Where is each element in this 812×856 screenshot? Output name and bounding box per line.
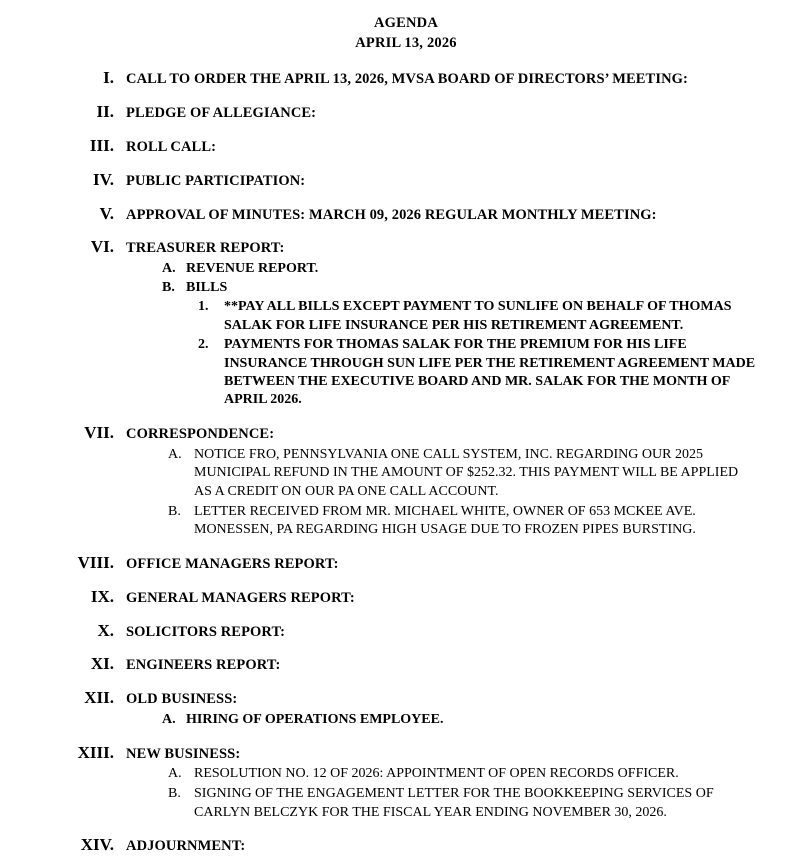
subitem-letter: A. — [162, 712, 176, 728]
item-heading: OLD BUSINESS: — [126, 691, 238, 708]
list-item — [168, 446, 756, 502]
subitem-text: REVENUE REPORT. — [186, 261, 319, 277]
item-heading: SOLICITORS REPORT: — [126, 623, 286, 640]
subitem-letter: A. — [168, 766, 182, 782]
list-item — [198, 298, 756, 335]
subitem-letter: A. — [162, 261, 176, 277]
agenda-item — [56, 653, 756, 675]
agenda-item — [56, 552, 756, 574]
item-numeral: XIII. — [77, 742, 114, 762]
agenda-item — [56, 203, 756, 225]
subitem-text: RESOLUTION NO. 12 OF 2026: APPOINTMENT OF OPEN RECORDS OFFICER. — [194, 766, 679, 782]
list-item — [168, 503, 756, 540]
item-numeral: VI. — [90, 237, 114, 257]
item-numeral: IV. — [93, 169, 114, 189]
document-date: APRIL 13, 2026 — [355, 34, 457, 51]
item-correspondence-list — [168, 446, 756, 540]
list-item — [162, 711, 756, 729]
subsubitem-text: PAYMENTS FOR THOMAS SALAK FOR THE PREMIUM FOR HIS LIFE INSURANCE THROUGH SUN LIFE PER THE RETIREMENT AGREEMENT MADE BETWEEN THE EXECUTIVE BOARD AND MR. SALAK FOR THE MONTH OF APRIL 2026. — [224, 337, 756, 408]
item-heading: NEW BUSINESS: — [126, 745, 241, 762]
item-numeral: VII. — [84, 422, 114, 442]
item-numeral: V. — [99, 203, 114, 223]
item-numeral: VIII. — [77, 552, 114, 572]
correspondence-letter: B. — [168, 503, 181, 519]
list-item — [168, 765, 756, 784]
item-numeral: II. — [96, 101, 114, 121]
agenda-item — [56, 586, 756, 608]
item-numeral: X. — [97, 620, 114, 640]
item-numeral: IX. — [90, 586, 114, 606]
item-heading: PLEDGE OF ALLEGIANCE: — [126, 104, 317, 121]
agenda-item — [56, 169, 756, 191]
document-title: AGENDA — [373, 15, 439, 31]
item-heading: ADJOURNMENT: — [126, 838, 246, 855]
agenda-item — [56, 67, 756, 89]
item-heading: GENERAL MANAGERS REPORT: — [126, 589, 355, 606]
agenda-item — [56, 101, 756, 123]
item-heading: PUBLIC PARTICIPATION: — [126, 172, 306, 189]
item-numeral: XIV. — [80, 835, 114, 855]
subitem-text: HIRING OF OPERATIONS EMPLOYEE. — [186, 712, 444, 728]
subitem-subsubitems — [198, 298, 756, 410]
subitem-letter: B. — [168, 785, 181, 801]
agenda-item — [56, 620, 756, 642]
item-numeral: XII. — [84, 688, 114, 708]
item-heading: CALL TO ORDER THE APRIL 13, 2026, MVSA BOARD OF DIRECTORS’ MEETING: — [126, 71, 688, 88]
item-numeral: XI. — [90, 654, 114, 674]
item-heading: TREASURER REPORT: — [126, 240, 285, 257]
agenda-item — [56, 742, 756, 764]
correspondence-text: NOTICE FRO, PENNSYLVANIA ONE CALL SYSTEM, INC. REGARDING OUR 2025 MUNICIPAL REFUND IN THE AMOUNT OF $252.32. THIS PAYMENT WILL BE APPLIED AS A CREDIT ON OUR PA ONE CALL ACCOUNT. — [194, 446, 739, 499]
agenda-item — [56, 236, 756, 258]
list-item — [168, 785, 756, 822]
item-subitems — [162, 711, 756, 729]
item-heading: ROLL CALL: — [126, 138, 217, 155]
item-numeral: I. — [103, 68, 114, 88]
item-subitems — [162, 260, 756, 410]
agenda-item — [56, 135, 756, 157]
subitem-letter: B. — [162, 279, 175, 295]
subsubitem-text: **PAY ALL BILLS EXCEPT PAYMENT TO SUNLIFE ON BEHALF OF THOMAS SALAK FOR LIFE INSURANCE PER HIS RETIREMENT AGREEMENT. — [224, 299, 732, 333]
item-heading: ENGINEERS REPORT: — [126, 657, 281, 674]
correspondence-text: LETTER RECEIVED FROM MR. MICHAEL WHITE, OWNER OF 653 MCKEE AVE. MONESSEN, PA REGARDING HIGH USAGE DUE TO FROZEN PIPES BURSTING. — [194, 503, 696, 538]
list-item — [162, 279, 756, 297]
subsubitem-number: 2. — [198, 337, 209, 353]
correspondence-letter: A. — [168, 446, 182, 462]
subsubitem-number: 1. — [198, 299, 209, 315]
list-item — [198, 336, 756, 410]
agenda-item — [56, 687, 756, 709]
list-item — [162, 260, 756, 278]
item-heading: OFFICE MANAGERS REPORT: — [126, 555, 339, 572]
subitem-text: SIGNING OF THE ENGAGEMENT LETTER FOR THE BOOKKEEPING SERVICES OF CARLYN BELCZYK FOR THE FISCAL YEAR ENDING NOVEMBER 30, 2026. — [194, 785, 714, 820]
item-subitems — [168, 765, 756, 822]
agenda-item — [56, 422, 756, 444]
item-numeral: III. — [89, 135, 114, 155]
item-heading: APPROVAL OF MINUTES: MARCH 09, 2026 REGULAR MONTHLY MEETING: — [126, 206, 657, 223]
item-heading: CORRESPONDENCE: — [126, 425, 275, 442]
subitem-text: BILLS — [186, 279, 228, 295]
